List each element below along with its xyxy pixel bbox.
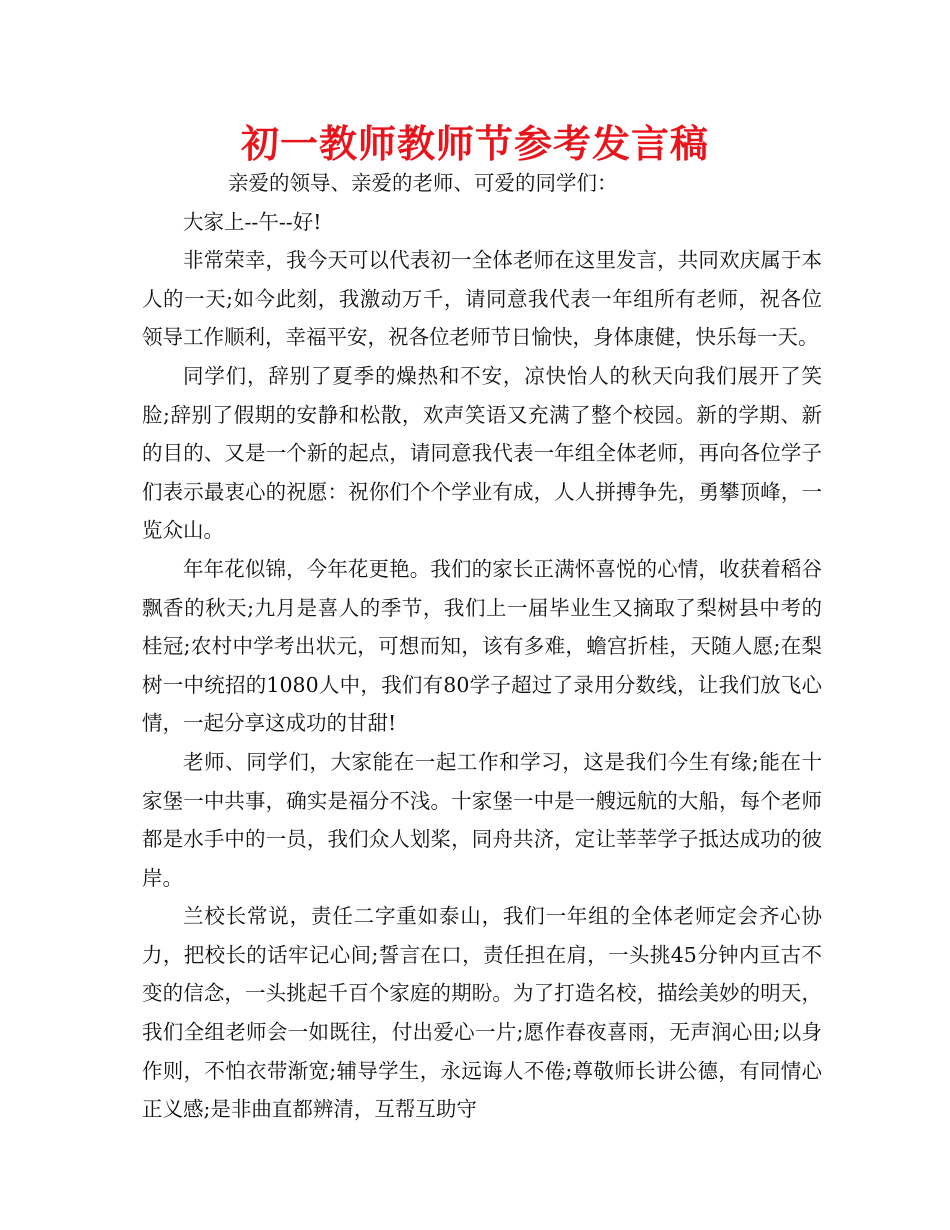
paragraph-greeting: 大家上--午--好!: [183, 209, 322, 234]
paragraph-achievements: 年年花似锦，今年花更艳。我们的家长正满怀喜悦的心情，收获着稻谷飘香的秋天;九月是喜人的季节，我们上一届毕业生又摘取了梨树县中考的桂冠;农村中学考出状元，可想而知，该有多难，蟾宫折桂，天随人愿;在梨树一中统招的1080人中，我们有80学子超过了录用分数线，让我们放飞心情，一起分享这成功的甘甜!: [142, 556, 822, 736]
document-body: [142, 164, 822, 1129]
paragraph-responsibility: 兰校长常说，责任二字重如泰山，我们一年组的全体老师定会齐心协力，把校长的话牢记心间;誓言在口，责任担在肩，一头挑45分钟内亘古不变的信念，一头挑起千百个家庭的期盼。为了打造名校，描绘美妙的明天，我们全组老师会一如既往，付出爱心一片;愿作春夜喜雨，无声润心田;以身作则，不怕衣带渐宽;辅导学生，永远诲人不倦;尊敬师长讲公德，有同情心正义感;是非曲直都辨清，互帮互助守: [142, 904, 822, 1122]
paragraph-teamwork: 老师、同学们，大家能在一起工作和学习，这是我们今生有缘;能在十家堡一中共事，确实是福分不浅。十家堡一中是一艘远航的大船，每个老师都是水手中的一员，我们众人划桨，同舟共济，定让莘莘学子抵达成功的彼岸。: [142, 749, 822, 890]
paragraph-students: 同学们，辞别了夏季的燥热和不安，凉快怡人的秋天向我们展开了笑脸;辞别了假期的安静和松散，欢声笑语又充满了整个校园。新的学期、新的目的、又是一个新的起点，请同意我代表一年组全体老师，再向各位学子们表示最衷心的祝愿：祝你们个个学业有成，人人拼搏争先，勇攀顶峰，一览众山。: [142, 363, 822, 543]
salutation: 亲爱的领导、亲爱的老师、可爱的同学们：: [228, 171, 618, 195]
document-title: 初一教师教师节参考发言稿: [240, 122, 709, 166]
paragraph-honor: 非常荣幸，我今天可以代表初一全体老师在这里发言，共同欢庆属于本人的一天;如今此刻，我激动万千，请同意我代表一年组所有老师，祝各位领导工作顺利，幸福平安，祝各位老师节日愉快，身体康健，快乐每一天。: [142, 248, 822, 350]
